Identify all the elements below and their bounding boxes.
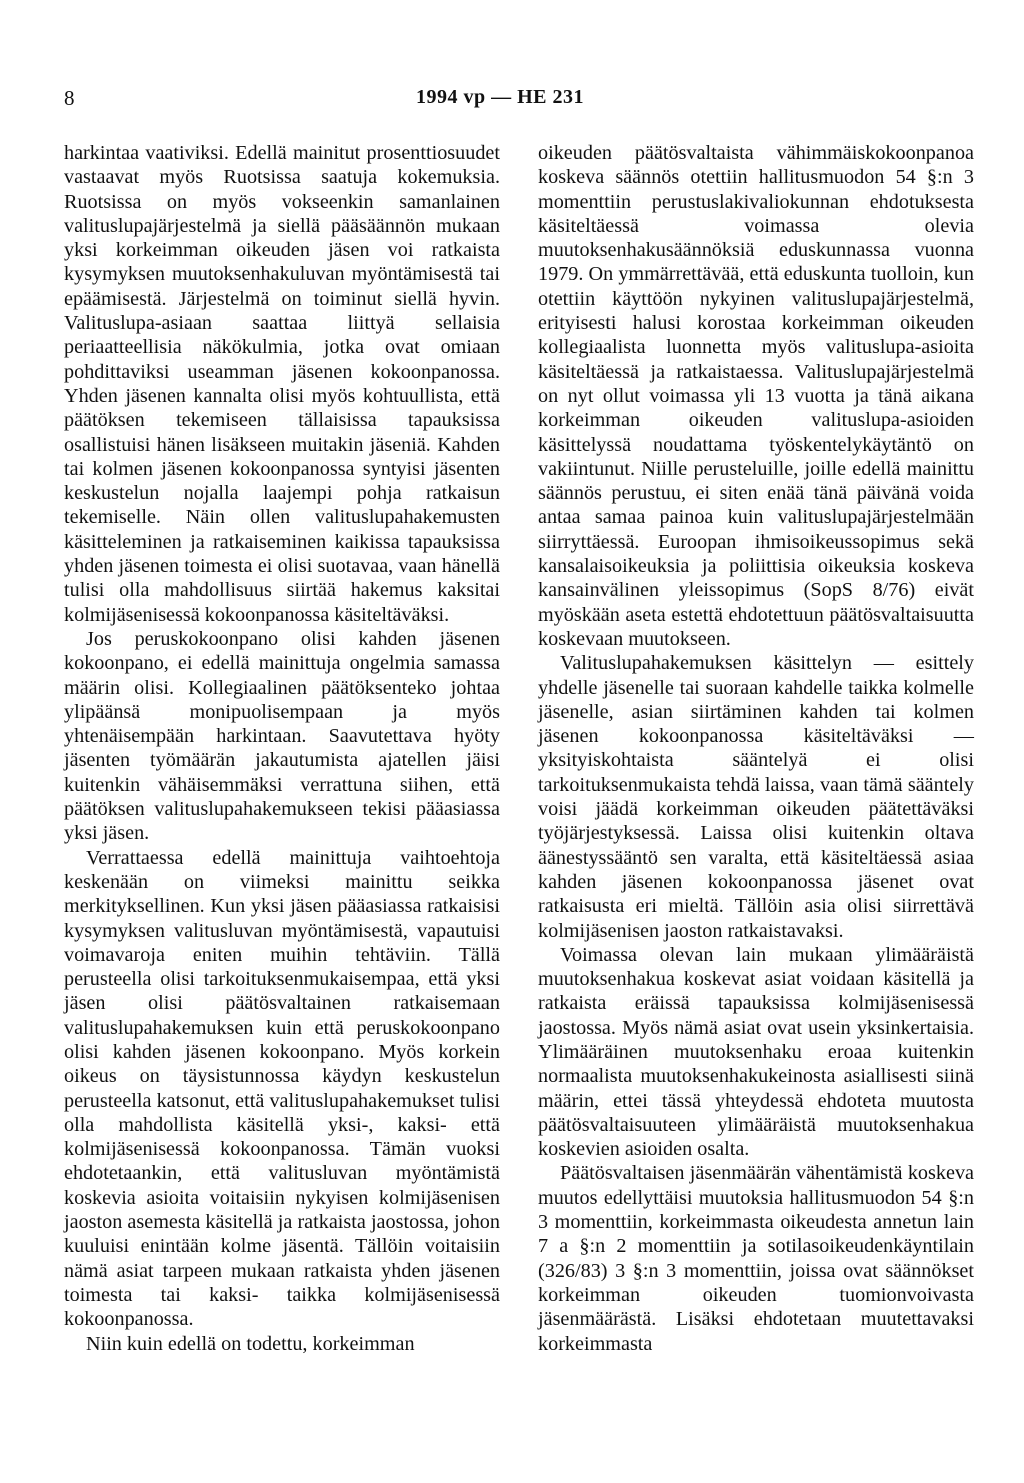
left-paragraph-2: Jos peruskokoonpano olisi kahden jäsenen kokoonpano, ei edellä mainittuja ongelmia samassa määrin olisi. Kollegiaalinen päätöksenteko johtaa ylipäänsä monipuolisempaan ja myös yhtenäisempään harkintaan. Saavutettava hyöty jäsenten työmäärän jakautumista ajatellen jäisi kuitenkin vähäisemmäksi verrattuna siihen, että päätöksen valituslupahakemukseen tekisi pääasiassa yksi jäsen. [64,627,500,845]
left-paragraph-4: Niin kuin edellä on todettu, korkeimman [86,1332,415,1355]
right-paragraph-2: Valituslupahakemuksen käsittelyn — esittely yhdelle jäsenelle tai suoraan kahdelle taikka kolmelle jäsenelle, asian siirtäminen kahden tai kolmen jäsenen kokoonpanossa käsiteltäväksi — yksityiskohtaista sääntelyä ei olisi tarkoituksenmukaista tehdä laissa, vaan tämä sääntely voisi jäädä korkeimman oikeuden päätettäväksi työjärjestyksessä. Laissa olisi kuitenkin oltava äänestyssääntö sen varalta, että käsiteltäessä asiaa kahden jäsenen kokoonpanossa jäsenet ovat ratkaisusta eri mieltä. Tällöin asia olisi siirrettävä kolmijäsenisen jaoston ratkaistavaksi. [538,652,974,942]
right-column [538,141,974,1356]
left-paragraph-3: Verrattaessa edellä mainittuja vaihtoehtoja keskenään on viimeksi mainittu seikka merkityksellinen. Kun yksi jäsen pääasiassa ratkaisisi kysymyksen valitusluvan myöntämisestä, vapautuisi voimavaroja eniten muihin tehtäviin. Tällä perusteella olisi tarkoituksenmukaisempaa, että yksi jäsen olisi päätösvaltainen ratkaisemaan valituslupahakemuksen kuin että peruskokoonpano olisi kahden jäsenen kokoonpano. Myös korkein oikeus on täysistunnossa käydyn keskustelun perusteella katsonut, että valituslupahakemukset tulisi olla mahdollista käsitellä yksi-, kaksi- että kolmijäsenisessä kokoonpanossa. Tämän vuoksi ehdotetaankin, että valitusluvan myöntämistä koskevia asioita voitaisiin nykyisen kolmijäsenisen jaoston asemesta käsitellä ja ratkaista jaostossa, johon kuuluisi enintään kolme jäsentä. Tällöin voitaisiin nämä asiat tarpeen mukaan ratkaista yhden jäsenen toimesta tai kaksi- taikka kolmijäsenisessä kokoonpanossa. [64,846,500,1331]
right-paragraph-3: Voimassa olevan lain mukaan ylimääräistä muutoksenhakua koskevat asiat voidaan käsitellä ja ratkaista eräissä tapauksissa kolmijäsenisessä jaostossa. Myös nämä asiat ovat usein yksinkertaisia. Ylimääräinen muutoksenhaku eroaa kuitenkin normaalista muutoksenhakukeinosta asiallisesti siinä määrin, ettei tässä yhteydessä ehdoteta muutosta päätösvaltaisuuteen ylimääräistä muutoksenhakua koskevien asioiden osalta. [538,943,974,1161]
left-column [64,141,500,1356]
right-paragraph-1: oikeuden päätösvaltaista vähimmäiskokoonpanoa koskeva säännös otettiin hallitusmuodon 54 §:n 3 momenttiin perustuslakivaliokunnan ehdotuksesta käsiteltäessä voimassa olevia muutoksenhakusäännöksiä eduskunnassa vuonna 1979. On ymmärrettävää, että eduskunta tuolloin, kun otettiin käyttöön nykyinen valituslupajärjestelmä, erityisesti halusi korostaa korkeimman oikeuden kollegiaalista luonnetta myös valituslupa-asioita käsiteltäessä ja ratkaistaessa. Valituslupajärjestelmä on nyt ollut voimassa yli 13 vuotta ja tänä aikana korkeimman oikeuden valituslupa-asioiden käsittelyssä noudattama työskentelykäytäntö on vakiintunut. Niille perusteluille, joille edellä mainittu säännös perustuu, ei siten enää tänä päivänä voida antaa samaa painoa kuin valituslupajärjestelmään siirryttäessä. Euroopan ihmisoikeussopimus sekä kansalaisoikeuksia ja poliittisia oikeuksia koskeva kansainvälinen yleissopimus (SopS 8/76) eivät myöskään aseta estettä ehdotettuun päätösvaltaisuutta koskevaan muutokseen. [538,142,974,650]
running-head: 1994 vp — HE 231 [416,86,585,108]
left-paragraph-1: harkintaa vaativiksi. Edellä mainitut prosenttiosuudet vastaavat myös Ruotsissa saatuja kokemuksia. Ruotsissa on myös vokseenkin samanlainen valituslupajärjestelmä ja siellä pääsäännön mukaan yksi korkeimman oikeuden jäsen voi ratkaista kysymyksen muutoksenhakuluvan myöntämisestä tai epäämisestä. Järjestelmä on toiminut siellä hyvin. Valituslupa-asiaan saattaa liittyä sellaisia periaatteellisia näkökulmia, jotka ovat omiaan pohdittaviksi useamman jäsenen kokoonpanossa. Yhden jäsenen kannalta olisi myös kohtuullista, että päätöksen tekemiseen tällaisissa tapauksissa osallistuisi hänen lisäkseen muitakin jäseniä. Kahden tai kolmen jäsenen kokoonpanossa syntyisi jäsenten keskustelun nojalla laajempi pohja ratkaisun tekemiselle. Näin ollen valituslupahakemusten käsitteleminen ja ratkaiseminen kaikissa tapauksissa yhden jäsenen toimesta ei olisi suotavaa, vaan hänellä tulisi olla mahdollisuus siirtää hakemus kaksitai kolmijäsenisessä kokoonpanossa käsiteltäväksi. [64,142,500,626]
right-paragraph-4: Päätösvaltaisen jäsenmäärän vähentämistä koskeva muutos edellyttäisi muutoksia hallitusmuodon 54 §:n 3 momenttiin, korkeimmasta oikeudesta annetun lain 7 a §:n 2 momenttiin ja sotilasoikeudenkäyntilain (326/83) 3 §:n 3 momenttiin, joissa ovat säännökset korkeimman oikeuden tuomionvoivasta jäsenmäärästä. Lisäksi ehdotetaan muutettavaksi korkeimmasta [538,1162,974,1355]
page-header [0,86,1024,118]
page-number: 8 [64,86,75,110]
